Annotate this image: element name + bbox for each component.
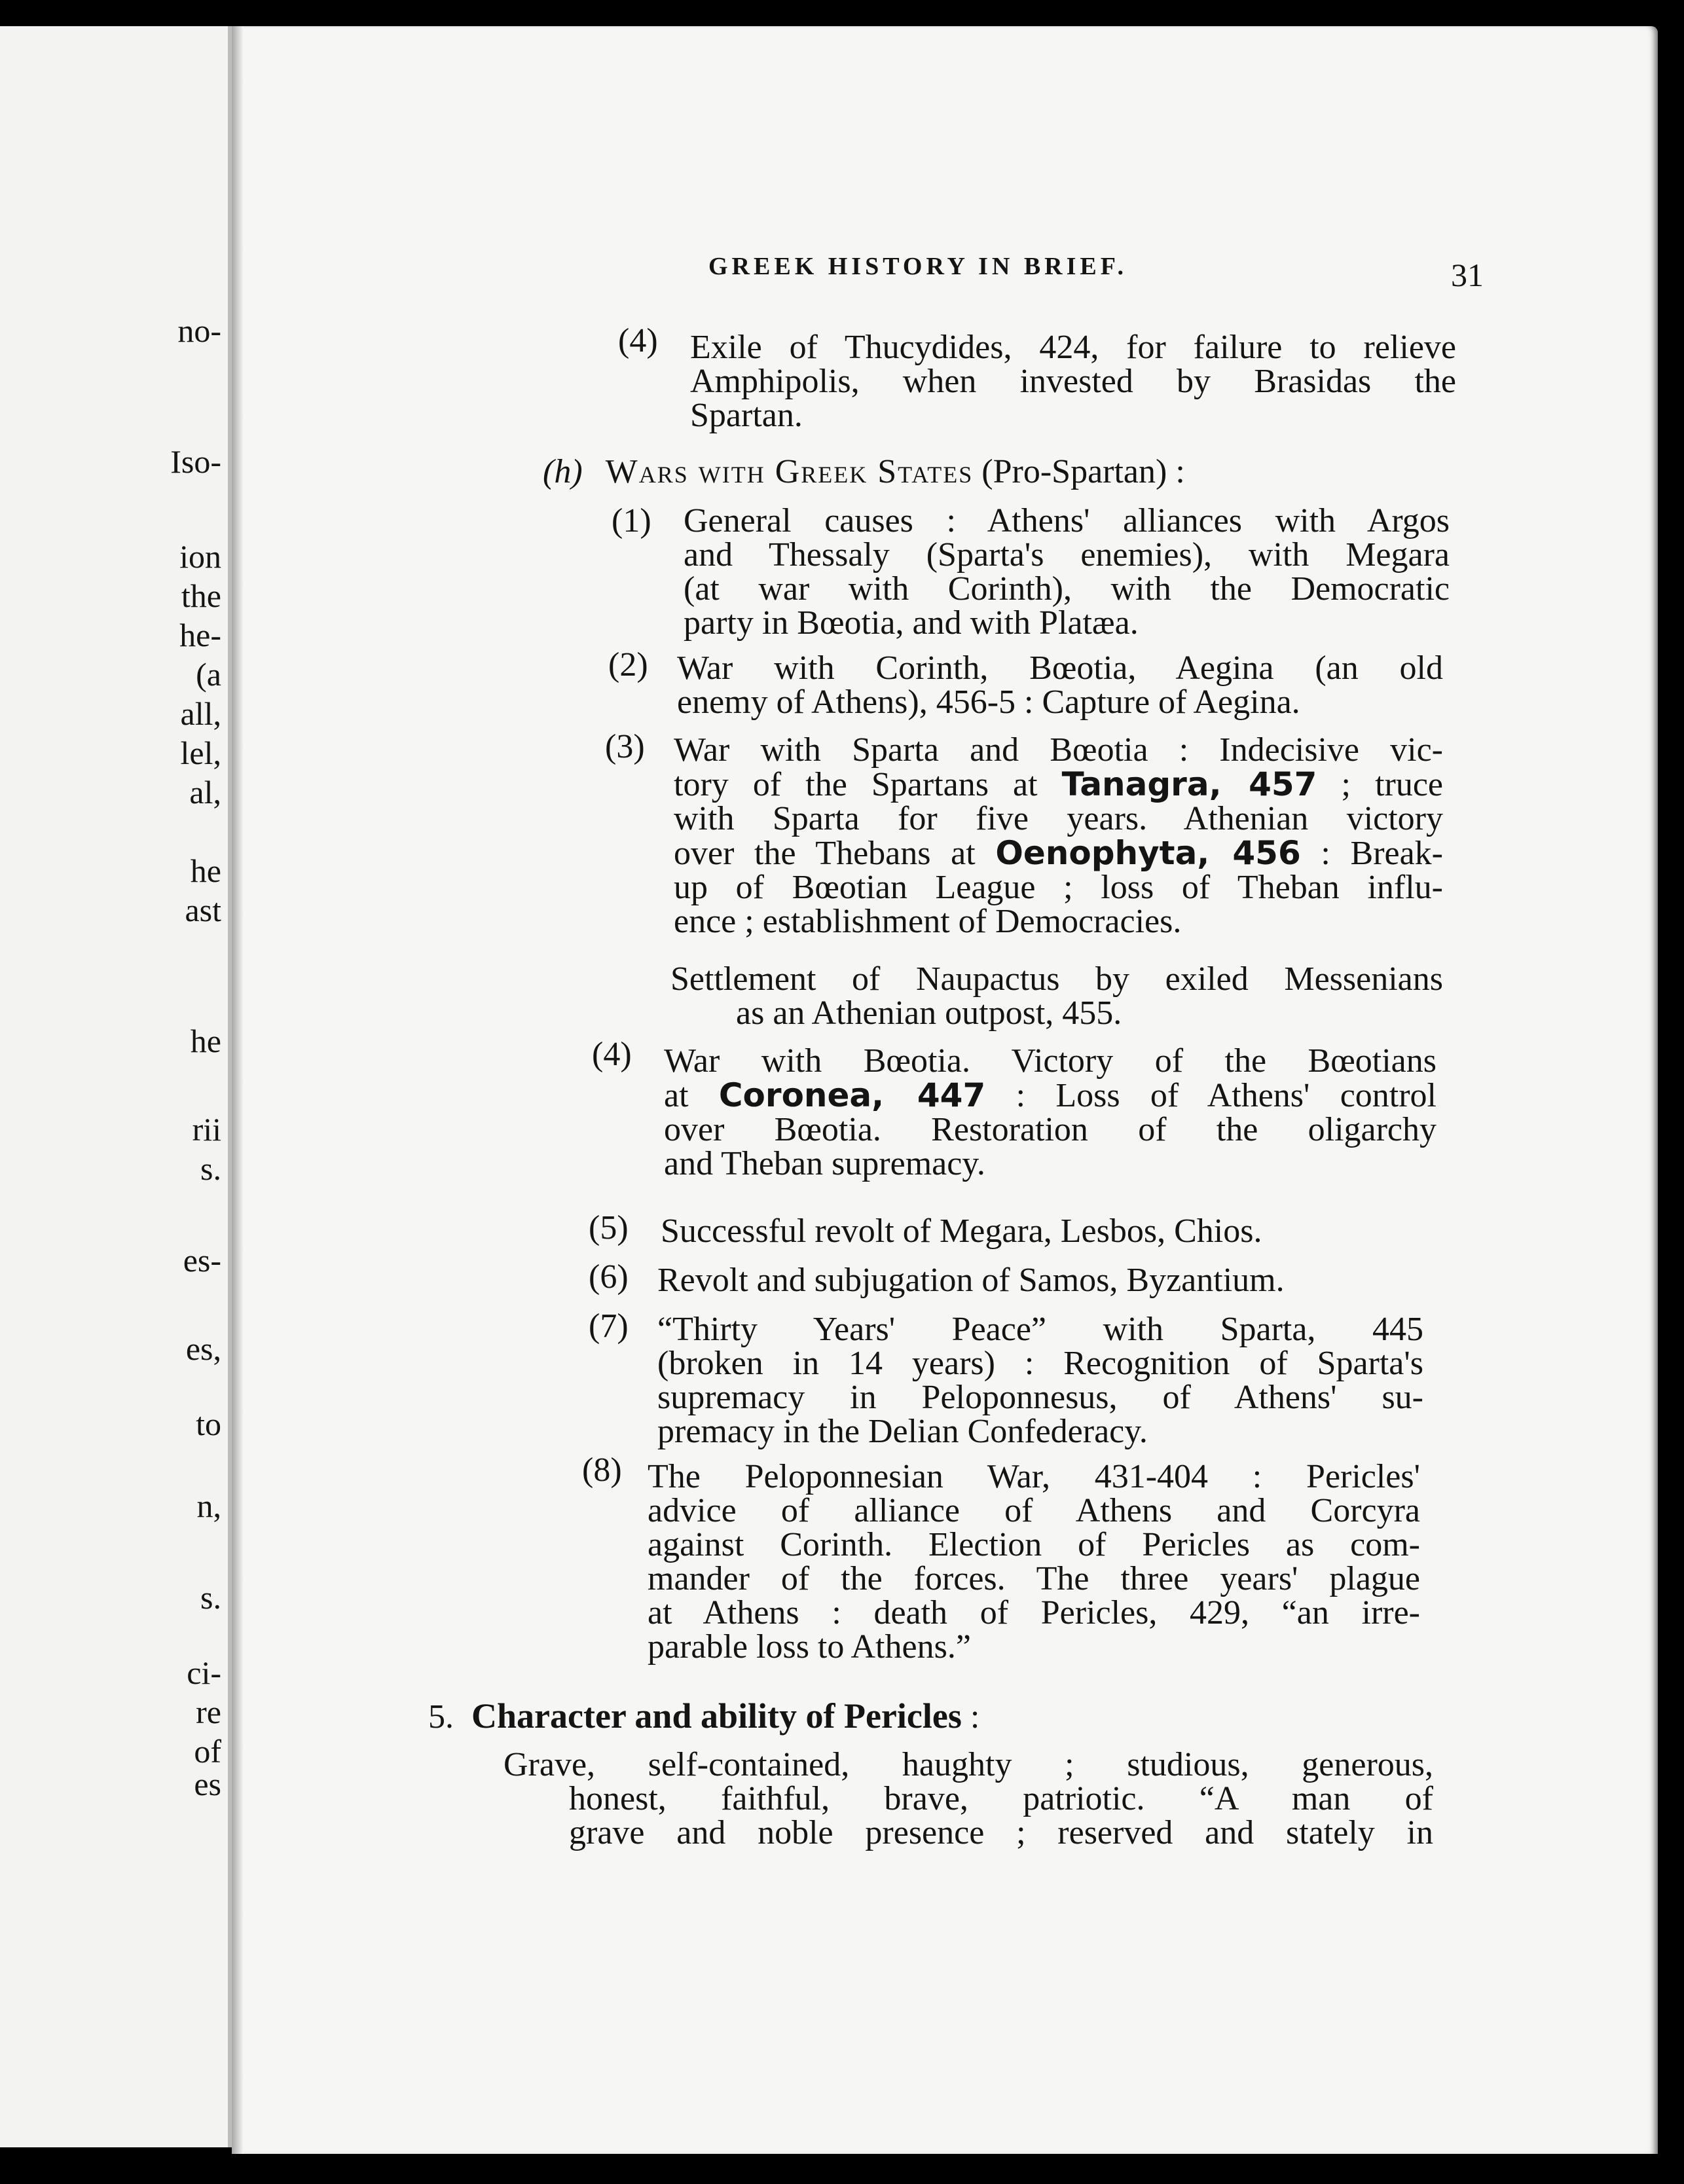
section-label: (h) — [543, 453, 583, 490]
section-subtitle: (Pro-Spartan) : — [973, 453, 1185, 490]
paragraph-thirty-years-peace — [657, 1313, 1423, 1449]
text-line: at Athens : death of Pericles, 429, “an irre- — [648, 1594, 1420, 1631]
left-fragment: rii — [192, 1111, 221, 1148]
section-title: Character and ability of Pericles — [471, 1696, 962, 1736]
text-line: “Thirty Years' Peace” with Sparta, 445 — [657, 1311, 1423, 1348]
text-line — [674, 836, 1443, 871]
paragraph-war-boeotia — [664, 1044, 1437, 1181]
left-fragment: s. — [200, 1579, 221, 1616]
left-fragment: ion — [179, 538, 221, 575]
page-binding-shadow — [232, 26, 244, 2154]
text-line: War with Corinth, Bœotia, Aegina (an old — [677, 649, 1443, 687]
left-fragment: (a — [196, 656, 221, 693]
text-span: tory of the Spartans at — [674, 766, 1062, 803]
item-number: (4) — [618, 322, 658, 359]
text-span: ; truce — [1317, 766, 1443, 803]
text-line: parable loss to Athens.” — [648, 1628, 971, 1665]
item-number: (7) — [589, 1307, 629, 1345]
text-line: over Bœotia. Restoration of the oligarchy — [664, 1111, 1437, 1148]
text-line: Revolt and subjugation of Samos, Byzantium. — [657, 1262, 1285, 1299]
text-line: ence ; establishment of Democracies. — [674, 903, 1182, 940]
text-line: as an Athenian outpost, 455. — [736, 994, 1122, 1032]
text-line: Grave, self-contained, haughty ; studious, generous, — [503, 1746, 1433, 1783]
battle-oenophyta: Oenophyta, 456 — [995, 834, 1301, 872]
item-number: (1) — [612, 502, 651, 539]
paragraph-war-corinth — [677, 651, 1443, 719]
text-line: Settlement of Naupactus by exiled Messenians — [670, 960, 1443, 998]
left-fragment: es- — [183, 1242, 221, 1279]
text-line: and Theban supremacy. — [664, 1145, 985, 1182]
text-line: General causes : Athens' alliances with Argos — [684, 502, 1450, 539]
left-fragment: he — [190, 852, 221, 889]
paragraph-exile-thucydides — [690, 331, 1456, 433]
paragraph-character-pericles — [503, 1748, 1675, 1850]
text-line: (broken in 14 years) : Recognition of Sparta's — [657, 1345, 1423, 1382]
left-fragment: s. — [200, 1150, 221, 1187]
text-line: and Thessaly (Sparta's enemies), with Megara — [684, 536, 1450, 573]
left-fragment: all, — [180, 695, 221, 732]
item-number: (5) — [589, 1209, 629, 1247]
paragraph-revolt-samos — [657, 1264, 1443, 1298]
left-fragment: he — [190, 1023, 221, 1059]
battle-tanagra: Tanagra, 457 — [1061, 765, 1317, 803]
paragraph-general-causes — [684, 504, 1450, 640]
left-fragment: to — [196, 1406, 221, 1442]
left-fragment: lel, — [180, 735, 221, 771]
section-number: 5. — [428, 1698, 454, 1736]
text-line: up of Bœotian League ; loss of Theban influ- — [674, 869, 1443, 906]
text-line: Spartan. — [690, 397, 803, 434]
running-title: GREEK HISTORY IN BRIEF. — [708, 253, 1127, 280]
text-line: grave and noble presence ; reserved and stately in — [569, 1814, 1433, 1851]
paragraph-settlement-naupactus — [670, 962, 1443, 1030]
text-line — [664, 1078, 1437, 1113]
paragraph-revolt-megara — [661, 1214, 1446, 1248]
section-colon: : — [961, 1698, 980, 1736]
item-number: (3) — [605, 728, 645, 765]
text-line: Amphipolis, when invested by Brasidas the — [690, 363, 1456, 400]
left-fragment: es, — [185, 1330, 221, 1367]
item-number: (6) — [589, 1258, 629, 1296]
text-line: (at war with Corinth), with the Democratic — [684, 570, 1450, 608]
page-number: 31 — [1451, 257, 1484, 293]
left-fragment: al, — [189, 774, 221, 810]
text-line: against Corinth. Election of Pericles as com- — [648, 1526, 1420, 1563]
left-fragment: of — [194, 1733, 221, 1770]
paragraph-war-sparta — [674, 733, 1443, 939]
text-line: War with Sparta and Bœotia : Indecisive vic- — [674, 731, 1443, 769]
text-line: enemy of Athens), 456-5 : Capture of Aegina. — [677, 683, 1300, 721]
item-number: (4) — [592, 1036, 632, 1073]
left-fragment: Iso- — [170, 443, 221, 480]
left-fragment: he- — [179, 617, 221, 653]
left-fragment: ci- — [187, 1654, 221, 1691]
text-line: with Sparta for five years. Athenian victory — [674, 800, 1443, 837]
text-span: : Break- — [1300, 835, 1443, 872]
text-line: Successful revolt of Megara, Lesbos, Chios. — [661, 1212, 1262, 1250]
item-number: (8) — [582, 1451, 622, 1489]
text-span: at — [664, 1077, 719, 1114]
section-heading-5 — [428, 1696, 980, 1736]
paragraph-peloponnesian-war — [648, 1460, 1420, 1664]
text-span: over the Thebans at — [674, 835, 996, 872]
text-line — [674, 767, 1443, 802]
left-fragment: ast — [185, 892, 221, 928]
text-line: War with Bœotia. Victory of the Bœotians — [664, 1042, 1437, 1080]
left-fragment: n, — [196, 1487, 221, 1524]
item-number: (2) — [608, 646, 648, 683]
text-span: : Loss of Athens' control — [985, 1077, 1437, 1114]
text-line: advice of alliance of Athens and Corcyra — [648, 1492, 1420, 1529]
text-line: honest, faithful, brave, patriotic. “A man of — [569, 1780, 1433, 1817]
left-page-fragment — [0, 26, 232, 2147]
text-line: Exile of Thucydides, 424, for failure to relieve — [690, 329, 1456, 366]
left-fragment: es — [194, 1766, 221, 1802]
left-fragment: re — [196, 1694, 221, 1730]
text-line: supremacy in Peloponnesus, of Athens' su- — [657, 1379, 1423, 1416]
text-line: party in Bœotia, and with Platæa. — [684, 604, 1139, 642]
left-fragment: the — [181, 577, 221, 614]
left-fragment: no- — [177, 312, 221, 349]
text-line: mander of the forces. The three years' plague — [648, 1560, 1420, 1597]
text-line: The Peloponnesian War, 431-404 : Pericles' — [648, 1458, 1420, 1495]
section-title: Wars with Greek States — [605, 453, 974, 490]
book-page — [232, 26, 1658, 2154]
text-line: premacy in the Delian Confederacy. — [657, 1413, 1148, 1450]
battle-coronea: Coronea, 447 — [718, 1076, 986, 1114]
section-heading-h — [543, 455, 1185, 489]
